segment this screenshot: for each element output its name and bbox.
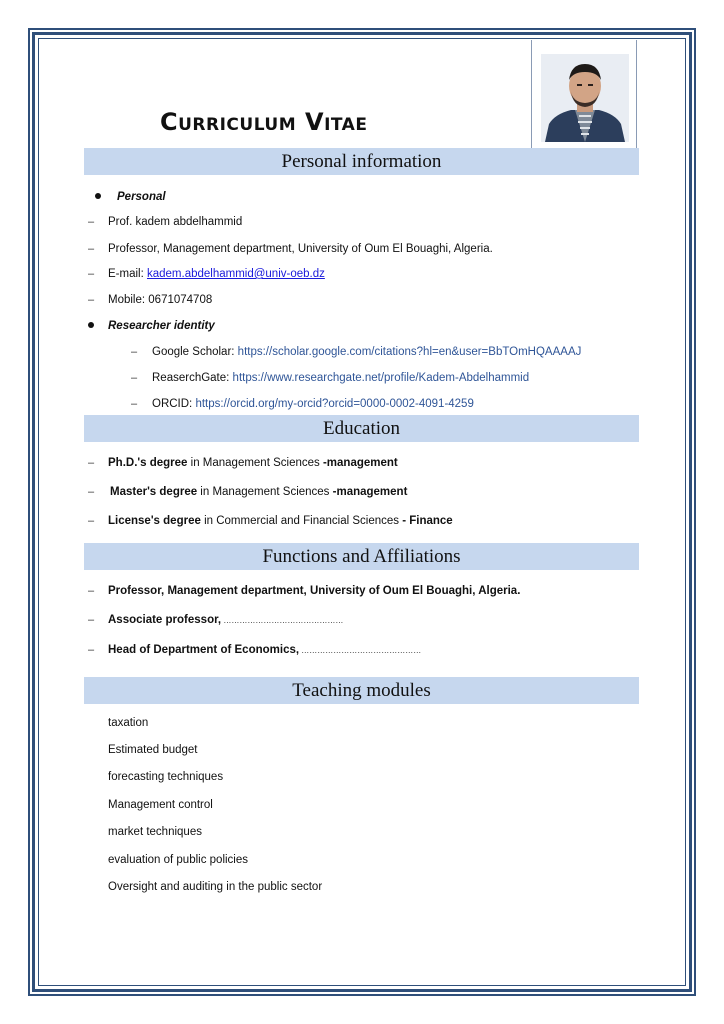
- degree-specialty: - Finance: [402, 515, 453, 527]
- personal-position: Professor, Management department, University of Oum El Bouaghi, Algeria.: [108, 243, 493, 255]
- education-item: [108, 455, 398, 471]
- researcher-subheading: Researcher identity: [108, 320, 215, 332]
- personal-name: Prof. kadem abdelhammid: [108, 216, 243, 228]
- page-border-inner: [38, 38, 686, 986]
- teaching-module: taxation: [108, 717, 149, 729]
- education-item: [108, 513, 453, 529]
- degree-field: in Management Sciences: [197, 486, 333, 498]
- function-title: Head of Department of Economics,: [108, 644, 300, 656]
- education-item: [110, 484, 407, 500]
- dash-icon: –: [131, 346, 138, 358]
- teaching-module: forecasting techniques: [108, 771, 224, 783]
- dash-icon: –: [88, 268, 95, 280]
- dash-icon: –: [88, 216, 95, 228]
- photo-frame: [531, 40, 637, 148]
- bullet-icon: [88, 322, 94, 328]
- section-header-education: Education: [84, 415, 639, 442]
- researcher-label: ReaserchGate:: [152, 372, 233, 384]
- researchgate-link[interactable]: https://www.researchgate.net/profile/Kadem-Abdelhammid: [232, 372, 530, 384]
- researcher-item-google-scholar: [152, 344, 581, 360]
- degree-specialty: -management: [332, 486, 408, 498]
- teaching-module: Management control: [108, 799, 213, 811]
- teaching-module: evaluation of public policies: [108, 854, 249, 866]
- google-scholar-link[interactable]: https://scholar.google.com/citations?hl=en&user=BbTOmHQAAAAJ: [237, 346, 582, 358]
- researcher-item-orcid: [152, 396, 474, 412]
- mobile-number: 0671074708: [148, 294, 213, 306]
- personal-subheading: Personal: [117, 191, 166, 203]
- section-header-personal-information: Personal information: [84, 148, 639, 175]
- mobile-label: Mobile:: [108, 294, 149, 306]
- degree-name: Master's degree: [110, 486, 198, 498]
- function-title: Associate professor,: [108, 614, 222, 626]
- dash-icon: –: [88, 486, 95, 498]
- section-header-teaching-modules: Teaching modules: [84, 677, 639, 704]
- researcher-label: ORCID:: [152, 398, 196, 410]
- function-title: Professor, Management department, University of Oum El Bouaghi, Algeria.: [108, 585, 521, 597]
- function-item: [108, 583, 520, 599]
- degree-specialty: -management: [322, 457, 398, 469]
- function-item: [108, 642, 421, 659]
- mobile-row: [108, 292, 212, 308]
- document-title: Curriculum Vitae: [160, 108, 368, 136]
- degree-name: Ph.D.'s degree: [108, 457, 188, 469]
- bullet-icon: [95, 193, 101, 199]
- dash-icon: –: [88, 644, 95, 656]
- orcid-link[interactable]: https://orcid.org/my-orcid?orcid=0000-0002-4091-4259: [195, 398, 474, 410]
- section-header-functions-affiliations: Functions and Affiliations: [84, 543, 639, 570]
- degree-field: in Commercial and Financial Sciences: [200, 515, 403, 527]
- profile-photo: [541, 54, 629, 142]
- teaching-module: market techniques: [108, 826, 202, 838]
- dash-icon: –: [88, 243, 95, 255]
- dash-icon: –: [88, 515, 95, 527]
- dash-icon: –: [88, 614, 95, 626]
- dash-icon: –: [88, 294, 95, 306]
- researcher-item-researchgate: [152, 370, 529, 386]
- dash-icon: –: [131, 372, 138, 384]
- function-dots: ………………………………………: [221, 616, 344, 625]
- researcher-label: Google Scholar:: [152, 346, 238, 358]
- dash-icon: –: [131, 398, 138, 410]
- dash-icon: –: [88, 457, 95, 469]
- teaching-module: Estimated budget: [108, 744, 198, 756]
- function-dots: ………………………………………: [299, 646, 422, 655]
- teaching-module: Oversight and auditing in the public sector: [108, 881, 323, 893]
- function-item: [108, 612, 343, 629]
- dash-icon: –: [88, 585, 95, 597]
- degree-field: in Management Sciences: [187, 457, 323, 469]
- email-label: E-mail:: [108, 268, 147, 280]
- email-row: [108, 266, 325, 282]
- degree-name: License's degree: [108, 515, 201, 527]
- email-link[interactable]: kadem.abdelhammid@univ-oeb.dz: [146, 268, 325, 280]
